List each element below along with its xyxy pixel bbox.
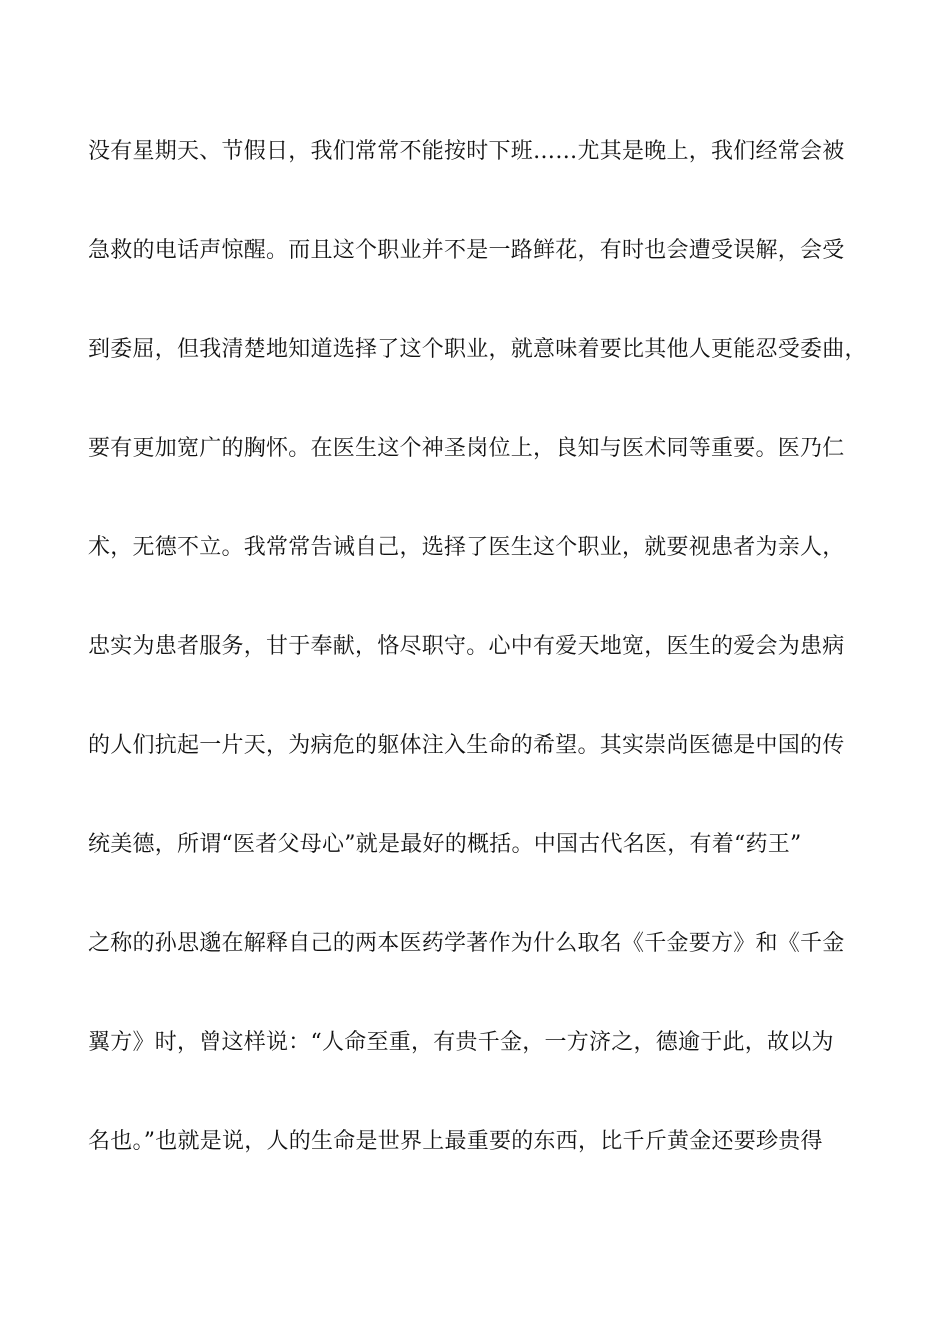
text-line: 翼方》时，曾这样说：“人命至重，有贵千金，一方济之，德逾于此，故以为 bbox=[88, 1030, 834, 1055]
text-line: 的人们抗起一片天，为病危的躯体注入生命的希望。其实崇尚医德是中国的传 bbox=[88, 733, 845, 758]
text-line: 到委屈，但我清楚地知道选择了这个职业，就意味着要比其他人更能忍受委曲， bbox=[88, 337, 867, 362]
text-line: 忠实为患者服务，甘于奉献，恪尽职守。心中有爱天地宽，医生的爱会为患病 bbox=[88, 634, 845, 659]
text-line: 统美德，所谓“医者父母心”就是最好的概括。中国古代名医，有着“药王” bbox=[88, 832, 802, 857]
text-line: 急救的电话声惊醒。而且这个职业并不是一路鲜花，有时也会遭受误解，会受 bbox=[88, 238, 845, 263]
text-line: 术，无德不立。我常常告诫自己，选择了医生这个职业，就要视患者为亲人， bbox=[88, 535, 845, 560]
text-line: 名也。”也就是说，人的生命是世界上最重要的东西，比千斤黄金还要珍贵得 bbox=[88, 1129, 823, 1154]
document-text-body bbox=[88, 134, 868, 1223]
text-line: 之称的孙思邈在解释自己的两本医药学著作为什么取名《千金要方》和《千金 bbox=[88, 931, 845, 956]
text-line: 没有星期天、节假日，我们常常不能按时下班……尤其是晚上，我们经常会被 bbox=[88, 139, 845, 164]
text-line: 要有更加宽广的胸怀。在医生这个神圣岗位上，良知与医术同等重要。医乃仁 bbox=[88, 436, 845, 461]
